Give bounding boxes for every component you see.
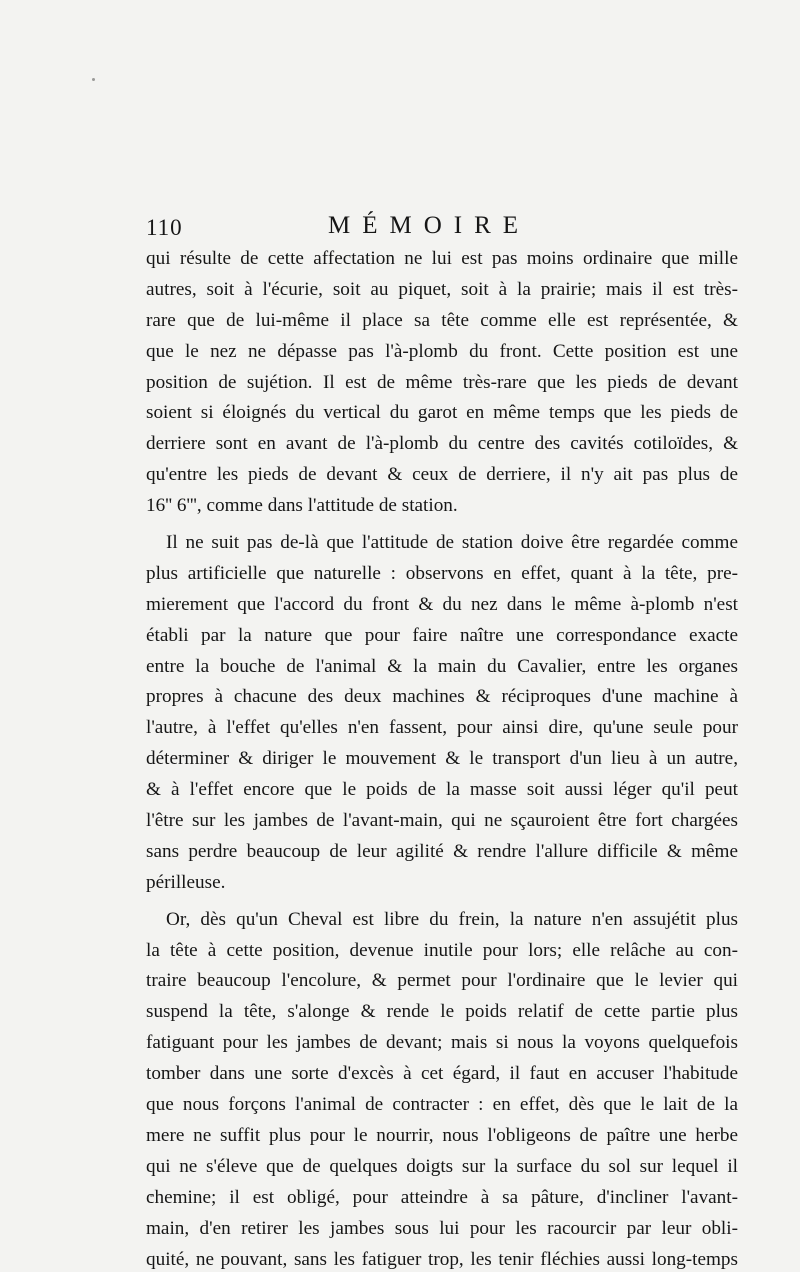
text-line: entre la bouche de l'animal & la main du Cavalier, entre les organes	[146, 655, 738, 677]
text-line: Or, dès qu'un Cheval est libre du frein, la nature n'en assujétit plus	[166, 908, 738, 930]
page-header	[146, 212, 736, 246]
text-line: la tête à cette position, devenue inutile pour lors; elle relâche au con-	[146, 939, 738, 961]
text-line: & à l'effet encore que le poids de la masse soit aussi léger qu'il peut	[146, 779, 738, 801]
paragraph	[146, 905, 738, 1272]
running-title: MÉMOIRE	[328, 212, 531, 239]
text-line: qui résulte de cette affectation ne lui est pas moins ordinaire que mille	[146, 248, 738, 269]
text-line: déterminer & diriger le mouvement & le transport d'un lieu à un autre,	[146, 748, 738, 770]
text-line: que le nez ne dépasse pas l'à-plomb du front. Cette position est une	[146, 340, 738, 362]
page-number: 110	[146, 215, 183, 240]
paper-speck	[92, 78, 95, 81]
text-line: Il ne suit pas de-là que l'attitude de station doive être regardée comme	[166, 532, 738, 554]
text-line: mierement que l'accord du front & du nez dans le même à-plomb n'est	[146, 593, 738, 615]
text-line: établi par la nature que pour faire naître une correspondance exacte	[146, 624, 738, 646]
text-line: tomber dans une sorte d'excès à cet égard, il faut en accuser l'habitude	[146, 1063, 738, 1085]
text-line: autres, soit à l'écurie, soit au piquet, soit à la prairie; mais il est très-	[146, 278, 738, 300]
text-line: l'autre, à l'effet qu'elles n'en fassent, pour ainsi dire, qu'une seule pour	[146, 717, 738, 739]
text-line: mere ne suffit plus pour le nourrir, nous l'obligeons de paître une herbe	[146, 1124, 738, 1146]
text-line: quité, ne pouvant, sans les fatiguer trop, les tenir fléchies aussi long-temps	[146, 1248, 738, 1270]
paragraph	[146, 244, 738, 522]
text-line: suspend la tête, s'alonge & rende le poids relatif de cette partie plus	[146, 1001, 738, 1023]
text-line: que nous forçons l'animal de contracter : en effet, dès que le lait de la	[146, 1094, 738, 1116]
text-line: périlleuse.	[146, 871, 226, 893]
text-line: l'être sur les jambes de l'avant-main, qui ne sçauroient être fort chargées	[146, 810, 738, 832]
text-line: qui ne s'éleve que de quelques doigts sur la surface du sol sur lequel il	[146, 1155, 738, 1177]
text-line: position de sujétion. Il est de même très-rare que les pieds de devant	[146, 371, 738, 393]
text-line: sans perdre beaucoup de leur agilité & rendre l'allure difficile & même	[146, 840, 738, 862]
text-line: fatiguant pour les jambes de devant; mais si nous la voyons quelquefois	[146, 1032, 738, 1054]
body-text	[146, 244, 738, 1272]
text-line: main, d'en retirer les jambes sous lui pour les racourcir par leur obli-	[146, 1217, 738, 1239]
text-line: chemine; il est obligé, pour atteindre à sa pâture, d'incliner l'avant-	[146, 1186, 738, 1208]
text-line: plus artificielle que naturelle : observons en effet, quant à la tête, pre-	[146, 562, 738, 584]
text-line: derriere sont en avant de l'à-plomb du centre des cavités cotiloïdes, &	[146, 433, 738, 455]
text-line: traire beaucoup l'encolure, & permet pour l'ordinaire que le levier qui	[146, 970, 738, 992]
text-line: rare que de lui-même il place sa tête comme elle est représentée, &	[146, 309, 738, 331]
text-line: qu'entre les pieds de devant & ceux de derriere, il n'y ait pas plus de	[146, 464, 738, 486]
paragraph	[146, 528, 738, 899]
text-line: 16'' 6''', comme dans l'attitude de station.	[146, 495, 458, 517]
text-line: soient si éloignés du vertical du garot en même temps que les pieds de	[146, 402, 738, 424]
text-line: propres à chacune des deux machines & réciproques d'une machine à	[146, 686, 738, 708]
